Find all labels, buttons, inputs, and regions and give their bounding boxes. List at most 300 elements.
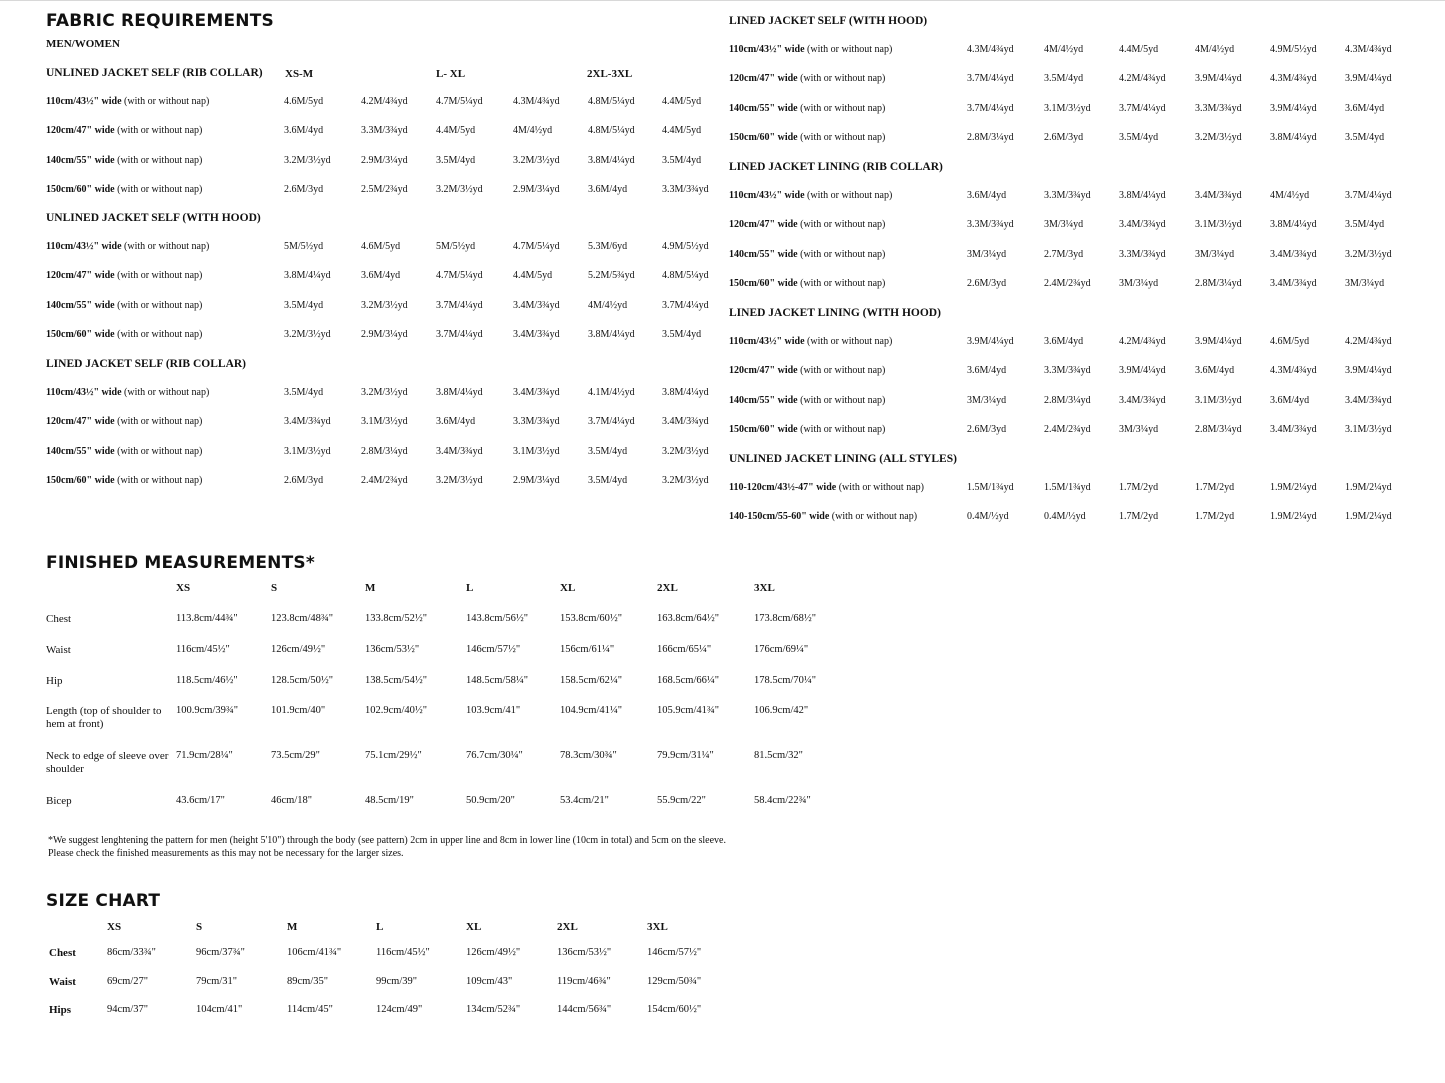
measurement-label: Waist	[46, 644, 71, 656]
fabric-amount: 3.7M/4¼yd	[1119, 102, 1166, 114]
fabric-amount: 3.7M/4¼yd	[967, 102, 1014, 114]
fabric-nap-note: (with or without nap)	[797, 423, 886, 435]
fabric-amount: 4.4M/5yd	[1119, 44, 1159, 55]
measurement-value: 143.8cm/56½"	[466, 613, 529, 624]
fabric-amount: 3.8M/4¼yd	[1270, 131, 1317, 143]
fabric-amount: 3.3M/3¾yd	[361, 125, 408, 137]
fabric-amount: 3.6M/4yd	[284, 125, 324, 137]
fabric-row	[729, 336, 1429, 350]
fabric-amount: 3.7M/4¼yd	[588, 416, 635, 428]
size-chart-value: 106cm/41¾"	[287, 947, 342, 958]
fabric-width: 120cm/47" wide	[729, 73, 798, 85]
fabric-amount: 2.6M/3yd	[967, 277, 1007, 289]
fabric-amount: 4.2M/4¾yd	[361, 96, 408, 107]
fabric-amount: 3.8M/4¼yd	[1270, 219, 1317, 231]
fabric-amount: 2.6M/3yd	[1044, 131, 1084, 143]
fabric-amount: 4.8M/5¼yd	[662, 270, 709, 282]
fabric-amount: 3.4M/3¾yd	[284, 416, 331, 428]
measurement-value: 158.5cm/62¼"	[560, 675, 623, 686]
fabric-amount: 4.4M/5yd	[662, 125, 702, 137]
fabric-amount: 3.7M/4¼yd	[662, 299, 709, 311]
size-column-header: 3XL	[647, 921, 668, 933]
fabric-amount: 3.2M/3½yd	[284, 154, 331, 166]
fabric-width-label	[729, 365, 885, 376]
size-chart-value: 86cm/33¾"	[107, 947, 156, 958]
measurement-row	[46, 795, 846, 823]
fabric-width: 120cm/47" wide	[729, 365, 798, 377]
fabric-width-label	[729, 103, 885, 114]
fabric-amount: 3.9M/4¼yd	[1345, 73, 1392, 85]
fabric-row	[46, 96, 746, 110]
fabric-amount: 3.2M/3½yd	[1195, 131, 1242, 143]
fabric-nap-note: (with or without nap)	[114, 270, 203, 282]
section-title: LINED JACKET LINING (WITH HOOD)	[729, 307, 941, 319]
measurement-value: 153.8cm/60½"	[560, 613, 623, 624]
fabric-width: 140cm/55" wide	[46, 299, 115, 311]
measurement-value: 118.5cm/46½"	[176, 675, 238, 686]
fabric-amount: 3.3M/3¾yd	[1044, 365, 1091, 377]
fabric-amount: 3.4M/3¾yd	[1270, 277, 1317, 289]
fabric-amount: 3.6M/4yd	[588, 183, 628, 195]
measurement-label: Chest	[46, 613, 72, 625]
fabric-amount: 3.4M/3¾yd	[1345, 394, 1392, 406]
fabric-amount: 3.8M/4¼yd	[588, 154, 635, 166]
fabric-amount: 4.3M/4¾yd	[513, 96, 560, 107]
fabric-amount: 3.2M/3½yd	[662, 445, 709, 457]
fabric-amount: 3.6M/4yd	[1345, 102, 1385, 114]
size-column-header: L	[376, 921, 384, 933]
fabric-amount: 3.9M/4¼yd	[1345, 365, 1392, 377]
measurement-value: 58.4cm/22¾"	[754, 795, 811, 806]
fabric-amount: 2.9M/3¼yd	[361, 154, 408, 166]
fabric-nap-note: (with or without nap)	[797, 277, 886, 289]
fabric-amount: 0.4M/½yd	[1044, 511, 1086, 523]
fabric-amount: 2.9M/3¼yd	[361, 328, 408, 340]
fabric-amount: 2.8M/3¼yd	[1195, 277, 1242, 289]
measurement-row	[46, 644, 846, 672]
measurement-value: 133.8cm/52½"	[365, 613, 428, 624]
measurement-value: 178.5cm/70¼"	[754, 675, 817, 686]
fabric-amount: 2.7M/3yd	[1044, 248, 1084, 260]
fabric-width: 140cm/55" wide	[46, 445, 115, 457]
size-column-header: XL	[466, 921, 482, 933]
fabric-amount: 4M/4½yd	[1044, 44, 1084, 55]
fabric-nap-note: (with or without nap)	[114, 299, 203, 311]
fabric-width-label	[46, 125, 202, 136]
fabric-amount: 3.5M/4yd	[1345, 131, 1385, 143]
fabric-amount: 4M/4½yd	[588, 299, 628, 311]
measurement-value: 102.9cm/40½"	[365, 705, 428, 716]
measurement-value: 81.5cm/32"	[754, 750, 803, 761]
fabric-width: 110cm/43½" wide	[729, 44, 805, 55]
fabric-amount: 1.7M/2yd	[1195, 482, 1235, 493]
fabric-width-label	[729, 132, 885, 143]
fabric-width: 150cm/60" wide	[46, 474, 115, 486]
fabric-width: 110cm/43½" wide	[729, 336, 805, 347]
size-chart-label: Hips	[49, 1004, 72, 1016]
fabric-amount: 3.5M/4yd	[662, 154, 702, 166]
fabric-amount: 3M/3¼yd	[967, 248, 1007, 260]
fabric-width-label	[729, 73, 885, 84]
fabric-amount: 3.8M/4¼yd	[588, 328, 635, 340]
size-column-header: M	[365, 582, 376, 594]
fabric-amount: 4M/4½yd	[1270, 190, 1310, 201]
fabric-width-label	[729, 336, 892, 347]
fabric-amount: 3.3M/3¾yd	[1119, 248, 1166, 260]
measurement-value: 55.9cm/22"	[657, 795, 706, 806]
fabric-nap-note: (with or without nap)	[797, 131, 886, 143]
fabric-amount: 3.3M/3¾yd	[662, 183, 709, 195]
fabric-nap-note: (with or without nap)	[121, 96, 210, 107]
fabric-amount: 3.4M/3¾yd	[1270, 248, 1317, 260]
fabric-row	[46, 446, 746, 460]
size-chart-value: 134cm/52¾"	[466, 1004, 521, 1015]
fabric-amount: 3.5M/4yd	[588, 474, 628, 486]
fabric-width-label	[46, 416, 202, 427]
fabric-amount: 3.1M/3½yd	[284, 445, 331, 457]
size-chart-value: 89cm/35"	[287, 976, 329, 987]
fabric-amount: 1.7M/2yd	[1119, 482, 1159, 493]
fabric-width: 150cm/60" wide	[46, 183, 115, 195]
fabric-width: 120cm/47" wide	[46, 125, 115, 137]
fabric-amount: 3.3M/3¾yd	[1044, 190, 1091, 201]
section-title: LINED JACKET LINING (RIB COLLAR)	[729, 161, 943, 173]
note-line: *We suggest lenghtening the pattern for men (height 5'10") through the body (see pattern) 2cm in upper line and 8cm in lower line (10cm in total) and 5cm on the sleeve.	[48, 835, 726, 846]
fabric-amount: 2.6M/3yd	[967, 423, 1007, 435]
fabric-amount: 4.3M/4¾yd	[1345, 44, 1392, 55]
size-chart-label: Waist	[49, 976, 76, 988]
measurement-row	[46, 750, 846, 778]
fabric-amount: 3M/3¼yd	[1345, 277, 1385, 289]
fabric-amount: 5M/5½yd	[284, 241, 324, 252]
fabric-row	[729, 219, 1429, 233]
finished-measurements-title: FINISHED MEASUREMENTS*	[46, 553, 315, 573]
size-group-header: L- XL	[436, 68, 466, 80]
fabric-row	[729, 278, 1429, 292]
fabric-amount: 3.4M/3¾yd	[1119, 394, 1166, 406]
fabric-amount: 3.6M/4yd	[436, 416, 476, 428]
fabric-nap-note: (with or without nap)	[797, 248, 886, 260]
fabric-nap-note: (with or without nap)	[114, 125, 203, 137]
fabric-amount: 3.4M/3¾yd	[1270, 423, 1317, 435]
fabric-amount: 3.7M/4¼yd	[436, 328, 483, 340]
fabric-width: 140cm/55" wide	[46, 154, 115, 166]
measurement-value: 71.9cm/28¼"	[176, 750, 233, 761]
fabric-row	[729, 424, 1429, 438]
measurement-value: 156cm/61¼"	[560, 644, 615, 655]
section-title: LINED JACKET SELF (RIB COLLAR)	[46, 358, 247, 370]
fabric-width-label	[46, 329, 202, 340]
fabric-width: 150cm/60" wide	[729, 423, 798, 435]
size-column-header: 2XL	[557, 921, 578, 933]
fabric-amount: 3M/3¼yd	[1044, 219, 1084, 231]
fabric-amount: 3.3M/3¾yd	[967, 219, 1014, 231]
measurement-value: 106.9cm/42"	[754, 705, 809, 716]
size-column-header: S	[196, 921, 203, 933]
measurement-value: 50.9cm/20"	[466, 795, 515, 806]
fabric-amount: 3.1M/3½yd	[1044, 102, 1091, 114]
fabric-row	[46, 125, 746, 139]
fabric-nap-note: (with or without nap)	[797, 394, 886, 406]
size-chart-value: 119cm/46¾"	[557, 976, 611, 987]
size-column-header: 3XL	[754, 582, 775, 594]
fabric-nap-note: (with or without nap)	[797, 219, 886, 231]
size-chart-value: 116cm/45½"	[376, 947, 430, 958]
fabric-row	[46, 329, 746, 343]
measurement-label: Length (top of shoulder to hem at front)	[46, 705, 162, 730]
size-chart-value: 114cm/45"	[287, 1004, 333, 1015]
size-chart-value: 96cm/37¾"	[196, 947, 245, 958]
fabric-amount: 3.1M/3½yd	[1195, 219, 1242, 231]
measurement-value: 126cm/49½"	[271, 644, 326, 655]
measurement-value: 103.9cm/41"	[466, 705, 521, 716]
fabric-amount: 3.1M/3½yd	[1195, 394, 1242, 406]
fabric-amount: 3.5M/4yd	[1119, 131, 1159, 143]
lengthening-note	[48, 834, 848, 860]
fabric-amount: 3.4M/3¾yd	[436, 445, 483, 457]
measurement-value: 43.6cm/17"	[176, 795, 225, 806]
size-chart-value: 154cm/60½"	[647, 1004, 702, 1015]
fabric-amount: 1.5M/1¾yd	[1044, 482, 1091, 493]
size-chart-value: 69cm/27"	[107, 976, 149, 987]
fabric-amount: 4.4M/5yd	[662, 96, 702, 107]
fabric-amount: 3.5M/4yd	[284, 299, 324, 311]
fabric-amount: 3.2M/3½yd	[436, 474, 483, 486]
measurement-value: 168.5cm/66¼"	[657, 675, 720, 686]
size-chart-row	[49, 1004, 749, 1020]
fabric-nap-note: (with or without nap)	[797, 365, 886, 377]
fabric-nap-note: (with or without nap)	[121, 387, 210, 398]
fabric-amount: 4.6M/5yd	[361, 241, 401, 252]
fabric-nap-note: (with or without nap)	[114, 416, 203, 428]
fabric-width: 140cm/55" wide	[729, 102, 798, 114]
measurement-value: 176cm/69¼"	[754, 644, 809, 655]
fabric-amount: 3.3M/3¾yd	[1195, 102, 1242, 114]
fabric-amount: 2.5M/2¾yd	[361, 183, 408, 195]
measurement-value: 48.5cm/19"	[365, 795, 414, 806]
fabric-nap-note: (with or without nap)	[804, 44, 893, 55]
fabric-amount: 4.6M/5yd	[284, 96, 324, 107]
fabric-width: 110cm/43½" wide	[46, 241, 122, 252]
fabric-amount: 4.7M/5¼yd	[436, 96, 483, 107]
fabric-amount: 3.5M/4yd	[436, 154, 476, 166]
measurement-value: 166cm/65¼"	[657, 644, 712, 655]
measurement-value: 113.8cm/44¾"	[176, 613, 238, 624]
fabric-amount: 2.8M/3¼yd	[1044, 394, 1091, 406]
fabric-width-label	[46, 155, 202, 166]
section-title: UNLINED JACKET LINING (ALL STYLES)	[729, 453, 957, 465]
fabric-amount: 2.8M/3¼yd	[1195, 423, 1242, 435]
fabric-width: 110-120cm/43½-47" wide	[729, 482, 837, 493]
fabric-amount: 4.7M/5¼yd	[513, 241, 560, 252]
fabric-row	[729, 103, 1429, 117]
fabric-amount: 4.4M/5yd	[513, 270, 553, 282]
size-chart-value: 126cm/49½"	[466, 947, 521, 958]
fabric-amount: 2.4M/2¾yd	[361, 474, 408, 486]
fabric-nap-note: (with or without nap)	[804, 190, 893, 201]
measurement-value: 76.7cm/30¼"	[466, 750, 523, 761]
fabric-amount: 4M/4½yd	[513, 125, 553, 137]
measurement-value: 105.9cm/41¾"	[657, 705, 720, 716]
fabric-amount: 3.8M/4¼yd	[1119, 190, 1166, 201]
fabric-row	[729, 44, 1429, 58]
fabric-amount: 3.2M/3½yd	[361, 299, 408, 311]
fabric-amount: 3.8M/4¼yd	[436, 387, 483, 398]
fabric-amount: 3.9M/4¼yd	[1195, 73, 1242, 85]
size-column-header: XS	[107, 921, 122, 933]
fabric-width-label	[46, 241, 209, 252]
measurement-value: 46cm/18"	[271, 795, 313, 806]
fabric-width: 140-150cm/55-60" wide	[729, 511, 830, 523]
fabric-row	[729, 73, 1429, 87]
fabric-amount: 3.2M/3½yd	[1345, 248, 1392, 260]
fabric-row	[46, 416, 746, 430]
fabric-width: 150cm/60" wide	[729, 131, 798, 143]
fabric-amount: 4.3M/4¾yd	[1270, 365, 1317, 377]
size-chart-value: 104cm/41"	[196, 1004, 243, 1015]
fabric-amount: 3.6M/4yd	[967, 190, 1007, 201]
measurement-label: Bicep	[46, 795, 72, 807]
size-chart-row	[49, 947, 749, 963]
size-chart-value: 109cm/43"	[466, 976, 513, 987]
fabric-width-label	[729, 44, 892, 55]
fabric-width-label	[46, 300, 202, 311]
fabric-amount: 3.5M/4yd	[1345, 219, 1385, 231]
fabric-amount: 4.3M/4¾yd	[1270, 73, 1317, 85]
fabric-requirements-title: FABRIC REQUIREMENTS	[46, 11, 274, 31]
fabric-row	[46, 241, 746, 255]
measurement-value: 128.5cm/50½"	[271, 675, 334, 686]
fabric-amount: 4.9M/5½yd	[662, 241, 709, 252]
fabric-amount: 3.7M/4¼yd	[967, 73, 1014, 85]
measurement-row	[46, 613, 846, 641]
fabric-nap-note: (with or without nap)	[114, 328, 203, 340]
measurement-value: 104.9cm/41¼"	[560, 705, 623, 716]
fabric-amount: 3.4M/3¾yd	[513, 328, 560, 340]
size-column-header: M	[287, 921, 298, 933]
fabric-amount: 3.5M/4yd	[1044, 73, 1084, 85]
fabric-nap-note: (with or without nap)	[836, 482, 924, 493]
fabric-amount: 3.8M/4¼yd	[284, 270, 331, 282]
fabric-width: 140cm/55" wide	[729, 394, 798, 406]
fabric-amount: 3.4M/3¾yd	[513, 387, 560, 398]
fabric-amount: 4.2M/4¾yd	[1119, 73, 1166, 85]
fabric-width: 120cm/47" wide	[46, 416, 115, 428]
fabric-amount: 0.4M/½yd	[967, 511, 1009, 523]
fabric-row	[729, 511, 1429, 525]
fabric-amount: 3.9M/4¼yd	[1119, 365, 1166, 377]
fabric-amount: 2.6M/3yd	[284, 183, 324, 195]
fabric-row	[729, 249, 1429, 263]
measurement-value: 79.9cm/31¼"	[657, 750, 714, 761]
size-chart-title: SIZE CHART	[46, 891, 161, 911]
fabric-row	[729, 365, 1429, 379]
fabric-amount: 3.1M/3½yd	[513, 445, 560, 457]
fabric-amount: 3.3M/3¾yd	[513, 416, 560, 428]
fabric-row	[729, 395, 1429, 409]
fabric-width-label	[729, 395, 885, 406]
measurement-value: 138.5cm/54½"	[365, 675, 428, 686]
section-title: UNLINED JACKET SELF (RIB COLLAR)	[46, 67, 263, 79]
size-chart-value: 94cm/37"	[107, 1004, 149, 1015]
fabric-amount: 3.5M/4yd	[662, 328, 702, 340]
fabric-amount: 3.5M/4yd	[588, 445, 628, 457]
fabric-amount: 4M/4½yd	[1195, 44, 1235, 55]
fabric-amount: 2.6M/3yd	[284, 474, 324, 486]
fabric-width-label	[46, 184, 202, 195]
fabric-width-label	[729, 511, 917, 522]
fabric-width-label	[729, 482, 924, 493]
fabric-row	[729, 190, 1429, 204]
fabric-row	[729, 132, 1429, 146]
fabric-amount: 3M/3¼yd	[1119, 277, 1159, 289]
fabric-amount: 3.4M/3¾yd	[1119, 219, 1166, 231]
fabric-width-label	[46, 475, 202, 486]
fabric-width: 110cm/43½" wide	[729, 190, 805, 201]
fabric-amount: 3.6M/4yd	[361, 270, 401, 282]
fabric-amount: 3.6M/4yd	[967, 365, 1007, 377]
fabric-amount: 3.7M/4¼yd	[1345, 190, 1392, 201]
fabric-amount: 2.8M/3¼yd	[967, 131, 1014, 143]
fabric-width: 150cm/60" wide	[46, 328, 115, 340]
fabric-width-label	[729, 219, 885, 230]
fabric-amount: 3.2M/3½yd	[284, 328, 331, 340]
size-chart-label: Chest	[49, 947, 76, 959]
fabric-nap-note: (with or without nap)	[114, 474, 203, 486]
fabric-amount: 3.2M/3½yd	[662, 474, 709, 486]
measurement-value: 163.8cm/64½"	[657, 613, 720, 624]
fabric-amount: 3.9M/4¼yd	[1195, 336, 1242, 347]
fabric-subtitle: MEN/WOMEN	[46, 38, 120, 50]
measurement-value: 78.3cm/30¾"	[560, 750, 617, 761]
size-group-header: 2XL-3XL	[587, 68, 633, 80]
measurement-value: 75.1cm/29½"	[365, 750, 422, 761]
fabric-width-label	[729, 190, 892, 201]
fabric-amount: 3.6M/4yd	[1195, 365, 1235, 377]
fabric-amount: 4.1M/4½yd	[588, 387, 635, 398]
fabric-nap-note: (with or without nap)	[829, 511, 918, 523]
fabric-width: 120cm/47" wide	[729, 219, 798, 231]
fabric-amount: 3.4M/3¾yd	[1195, 190, 1242, 201]
section-title: UNLINED JACKET SELF (WITH HOOD)	[46, 212, 261, 224]
fabric-row	[46, 300, 746, 314]
fabric-amount: 5.2M/5¾yd	[588, 270, 635, 282]
measurement-value: 116cm/45½"	[176, 644, 230, 655]
size-chart-value: 136cm/53½"	[557, 947, 612, 958]
fabric-amount: 1.9M/2¼yd	[1270, 482, 1317, 493]
fabric-nap-note: (with or without nap)	[797, 102, 886, 114]
measurement-value: 136cm/53½"	[365, 644, 420, 655]
size-column-header: XS	[176, 582, 191, 594]
fabric-amount: 2.9M/3¼yd	[513, 474, 560, 486]
fabric-row	[46, 184, 746, 198]
fabric-amount: 3.2M/3½yd	[361, 387, 408, 398]
section-title: LINED JACKET SELF (WITH HOOD)	[729, 15, 928, 27]
measurement-value: 100.9cm/39¾"	[176, 705, 239, 716]
fabric-width: 120cm/47" wide	[46, 270, 115, 282]
fabric-amount: 4.8M/5¼yd	[588, 125, 635, 137]
fabric-amount: 3.4M/3¾yd	[662, 416, 709, 428]
fabric-amount: 3.2M/3½yd	[513, 154, 560, 166]
fabric-amount: 1.9M/2¼yd	[1345, 511, 1392, 523]
fabric-amount: 2.4M/2¾yd	[1044, 423, 1091, 435]
fabric-nap-note: (with or without nap)	[114, 445, 203, 457]
fabric-row	[46, 475, 746, 489]
fabric-width: 110cm/43½" wide	[46, 387, 122, 398]
fabric-amount: 3M/3¼yd	[1195, 248, 1235, 260]
fabric-amount: 3.9M/4¼yd	[1270, 102, 1317, 114]
fabric-amount: 5M/5½yd	[436, 241, 476, 252]
